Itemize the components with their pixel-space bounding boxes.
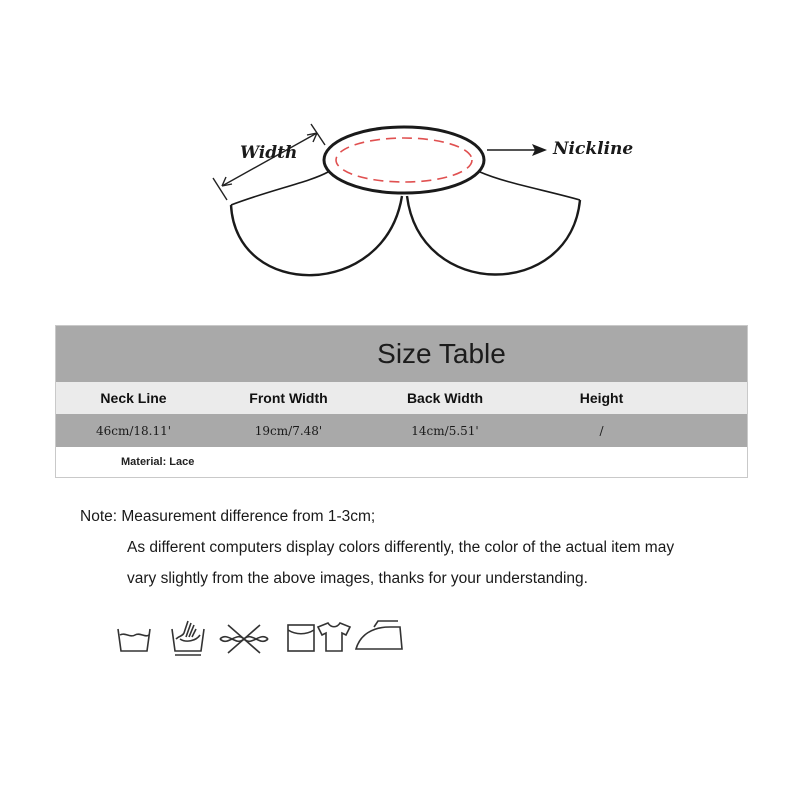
- neck-band: [324, 127, 484, 193]
- header-front-width: Front Width: [249, 390, 328, 406]
- collar-left-wing: [231, 196, 402, 275]
- collar-diagram: [0, 0, 800, 310]
- nickline-arrow: [487, 144, 547, 156]
- shirt-icon: [318, 623, 350, 651]
- width-label: Width: [240, 143, 298, 163]
- header-height: Height: [579, 390, 624, 406]
- material-text: Material: Lace: [121, 456, 195, 468]
- cell-height: /: [599, 423, 604, 438]
- no-wring-icon: [220, 625, 268, 653]
- material-row: [56, 447, 747, 477]
- collar-right-wing: [407, 196, 580, 275]
- size-table-header-row: [56, 382, 747, 414]
- dry-flat-icon: [288, 625, 314, 651]
- header-back-width: Back Width: [406, 390, 484, 406]
- header-neck-line: Neck Line: [100, 390, 167, 406]
- note-line-3: vary slightly from the above images, thanks for your understanding.: [127, 570, 588, 587]
- note-line-2: As different computers display colors differently, the color of the actual item may: [127, 539, 675, 556]
- size-table-title: Size Table: [56, 326, 747, 382]
- wash-basin-icon: [118, 629, 150, 651]
- size-table: [55, 325, 748, 478]
- cell-neck-line: 46cm/18.11': [95, 423, 172, 438]
- measurement-note: [80, 505, 780, 598]
- size-table-data-row: [56, 414, 747, 447]
- note-line-1: Note: Measurement difference from 1-3cm;: [80, 508, 376, 525]
- collar-left-top-edge: [231, 172, 328, 205]
- care-icons-strip: [110, 615, 410, 659]
- cell-front-width: 19cm/7.48': [254, 423, 323, 438]
- nickline-label: Nickline: [553, 139, 634, 159]
- iron-icon: [356, 621, 402, 649]
- collar-right-top-edge: [480, 172, 580, 200]
- hand-wash-icon: [172, 621, 204, 655]
- cell-back-width: 14cm/5.51': [411, 423, 479, 438]
- care-icons: [110, 612, 410, 662]
